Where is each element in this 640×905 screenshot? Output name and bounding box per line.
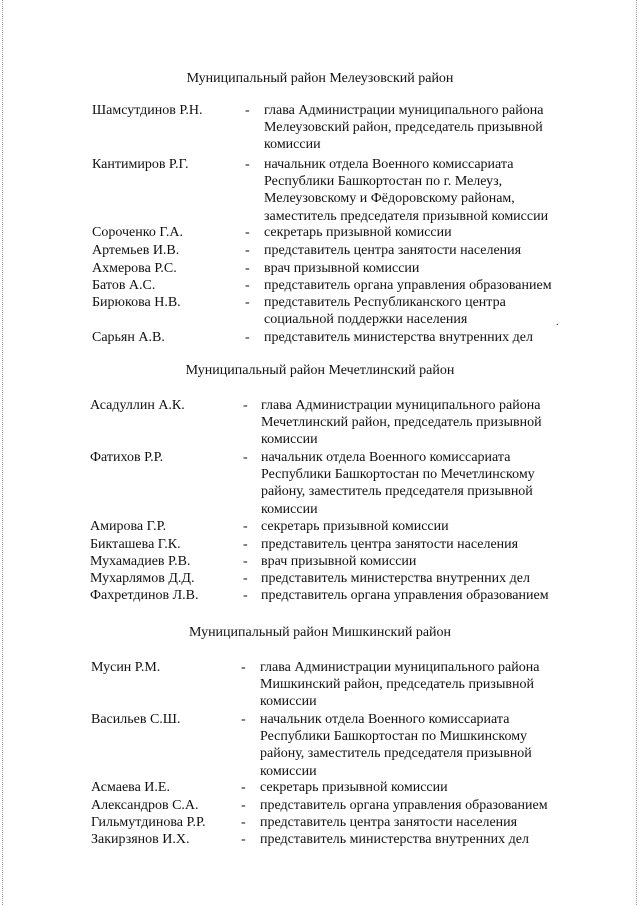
- member-name: Артемьев И.В.: [92, 243, 180, 258]
- dash-separator: -: [241, 712, 246, 727]
- member-name: Васильев С.Ш.: [91, 712, 181, 727]
- member-name: Батов А.С.: [92, 278, 156, 293]
- member-name: Бирюкова Н.В.: [92, 295, 181, 310]
- member-name: Мухарлямов Д.Д.: [90, 571, 195, 586]
- member-name: Александров С.А.: [91, 798, 199, 813]
- member-name: Мусин Р.М.: [91, 660, 161, 675]
- dash-separator: -: [245, 261, 250, 276]
- member-name: Фахретдинов Л.В.: [90, 588, 199, 603]
- dash-separator: -: [243, 398, 248, 413]
- member-name: Фатихов Р.Р.: [90, 450, 164, 465]
- dash-separator: -: [241, 832, 246, 847]
- dash-separator: -: [243, 588, 248, 603]
- section-heading: Муниципальный район Мелеузовский район: [186, 71, 454, 86]
- member-role: секретарь призывной комиссии: [261, 519, 449, 534]
- member-name: Мухамадиев Р.В.: [90, 554, 191, 569]
- section-heading: Муниципальный район Мишкинский район: [188, 625, 452, 640]
- member-name: Гильмутдинова Р.Р.: [91, 815, 206, 830]
- member-role: представитель органа управления образованием: [261, 588, 549, 603]
- dash-separator: -: [243, 554, 248, 569]
- member-role: глава Администрации муниципального района Мелеузовский район, председатель призывной комиссии: [264, 103, 544, 153]
- dash-separator: -: [245, 103, 250, 118]
- dash-separator: -: [241, 780, 246, 795]
- member-name: Сороченко Г.А.: [92, 225, 183, 240]
- member-role: секретарь призывной комиссии: [264, 225, 452, 240]
- member-name: Закирзянов И.Х.: [91, 832, 190, 847]
- dash-separator: -: [243, 571, 248, 586]
- dash-separator: -: [245, 225, 250, 240]
- member-name: Бикташева Г.К.: [90, 537, 181, 552]
- member-role: представитель министерства внутренних дел: [264, 330, 533, 345]
- member-role: представитель центра занятости населения: [261, 537, 519, 552]
- member-role: представитель Республиканского центра социальной поддержки населения: [264, 295, 506, 328]
- member-role: представитель органа управления образованием: [260, 798, 548, 813]
- member-role: представитель центра занятости населения: [264, 243, 522, 258]
- member-name: Кантимиров Р.Г.: [92, 157, 189, 172]
- dash-separator: -: [241, 798, 246, 813]
- dash-separator: -: [245, 295, 250, 310]
- member-role: начальник отдела Военного комиссариата Республики Башкортостан по г. Мелеуз, Мелеузовскому и Фёдоровскому районам, заместитель председателя призывной комиссии: [264, 157, 549, 224]
- member-role: представитель министерства внутренних дел: [261, 571, 530, 586]
- dash-separator: -: [245, 278, 250, 293]
- dash-separator: -: [241, 815, 246, 830]
- member-name: Ахмерова Р.С.: [92, 261, 177, 276]
- member-role: представитель органа управления образованием: [264, 278, 552, 293]
- member-name: Асадуллин А.К.: [90, 398, 185, 413]
- member-role: начальник отдела Военного комиссариата Республики Башкортостан по Мишкинскому району, заместитель председателя призывной комиссии: [260, 712, 532, 779]
- member-role: врач призывной комиссии: [261, 554, 417, 569]
- stray-mark: .: [556, 317, 559, 328]
- member-role: глава Администрации муниципального района Мечетлинский район, председатель призывной комиссии: [261, 398, 542, 448]
- dash-separator: -: [245, 243, 250, 258]
- member-role: начальник отдела Военного комиссариата Республики Башкортостан по Мечетлинскому району, заместитель председателя призывной комиссии: [261, 450, 535, 517]
- dash-separator: -: [243, 450, 248, 465]
- member-role: представитель министерства внутренних дел: [260, 832, 529, 847]
- section-heading: Муниципальный район Мечетлинский район: [185, 363, 455, 378]
- dash-separator: -: [245, 330, 250, 345]
- member-role: врач призывной комиссии: [264, 261, 420, 276]
- member-role: секретарь призывной комиссии: [260, 780, 448, 795]
- dash-separator: -: [243, 519, 248, 534]
- member-name: Сарьян А.В.: [92, 330, 165, 345]
- member-name: Амирова Г.Р.: [90, 519, 167, 534]
- dash-separator: -: [241, 660, 246, 675]
- dash-separator: -: [243, 537, 248, 552]
- dash-separator: -: [245, 157, 250, 172]
- member-role: представитель центра занятости населения: [260, 815, 518, 830]
- member-name: Асмаева И.Е.: [91, 780, 170, 795]
- member-name: Шамсутдинов Р.Н.: [92, 103, 203, 118]
- member-role: глава Администрации муниципального района Мишкинский район, председатель призывной комиссии: [260, 660, 540, 710]
